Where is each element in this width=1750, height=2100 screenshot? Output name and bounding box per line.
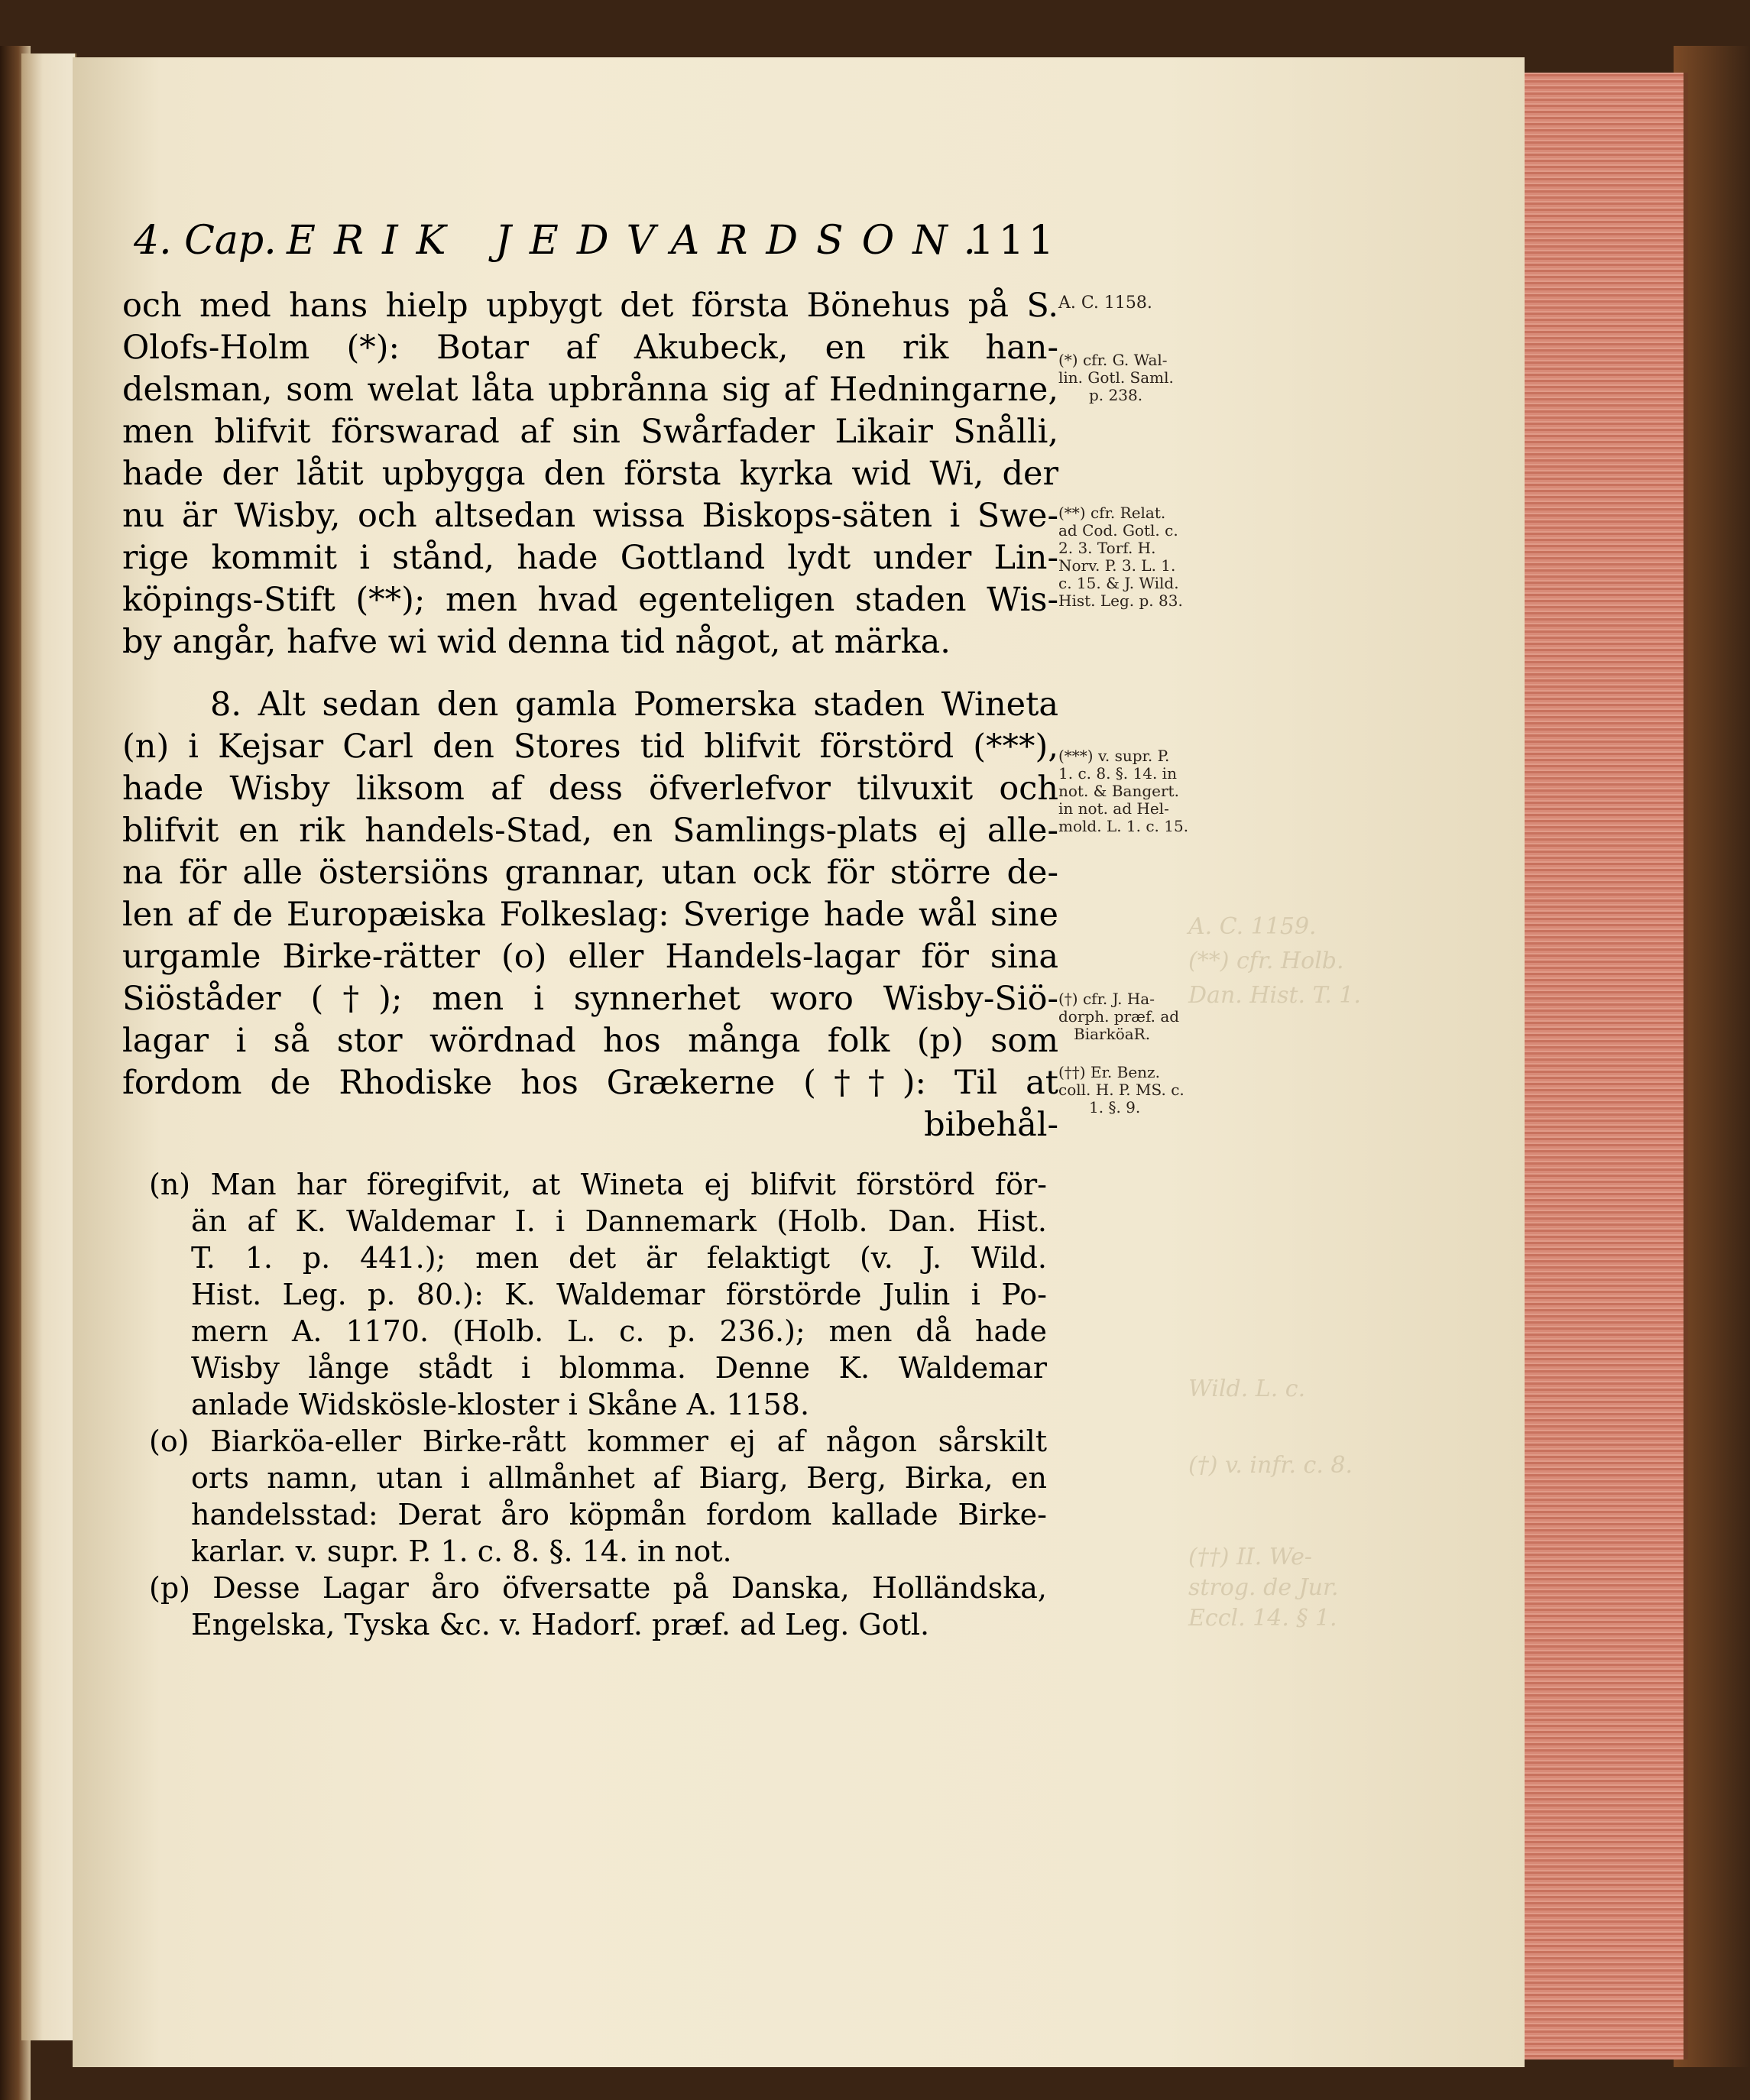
bleed-through-text: Wild. L. c. (1188, 1376, 1306, 1402)
text-line: delsman, som welat låta upbrånna sig af Hedningarne, (122, 371, 1058, 409)
footnote-line: mern A. 1170. (Holb. L. c. p. 236.); men då hade (191, 1314, 1047, 1348)
margin-note-line: c. 15. & J. Wild. (1058, 574, 1179, 592)
text-line: 8. Alt sedan den gamla Pomerska staden Wineta (210, 685, 1058, 724)
margin-note-line: A. C. 1158. (1058, 293, 1152, 313)
margin-note-line: BiarköaR. (1074, 1025, 1151, 1043)
text-line: lagar i så stor wördnad hos många folk (p) som (122, 1022, 1058, 1060)
margin-note-2 (1058, 504, 1234, 610)
footnotes (149, 1166, 1047, 1643)
margin-note-line: p. 238. (1089, 386, 1143, 404)
text-line: blifvit en rik handels-Stad, en Samlings-plats ej alle- (122, 812, 1058, 850)
margin-note-line: (†) cfr. J. Ha- (1058, 990, 1155, 1008)
margin-note-line: (***) v. supr. P. (1058, 747, 1170, 765)
margin-note-line: in not. ad Hel- (1058, 799, 1169, 818)
margin-note-line: lin. Gotl. Saml. (1058, 368, 1174, 387)
text-line: köpings-Stift (**); men hvad egenteligen staden Wis- (122, 581, 1058, 619)
margin-note-line: 2. 3. Torf. H. (1058, 539, 1156, 557)
text-line: hade der låtit upbygga den första kyrka wid Wi, der (122, 455, 1058, 493)
footnote-line: Wisby långe stådt i blomma. Denne K. Waldemar (191, 1351, 1047, 1385)
margin-note-line: ad Cod. Gotl. c. (1058, 521, 1178, 540)
margin-note-line: Hist. Leg. p. 83. (1058, 591, 1183, 610)
left-page-edge (21, 53, 76, 2040)
margin-note-1 (1058, 352, 1234, 404)
margin-note-5 (1058, 1064, 1234, 1116)
text-line: by angår, hafve wi wid denna tid något, at märka. (122, 623, 951, 661)
text-line: Olofs-Holm (*): Botar af Akubeck, en rik han- (122, 329, 1058, 367)
text-line: (n) i Kejsar Carl den Stores tid blifvit förstörd (***), (122, 728, 1058, 766)
paragraph-2 (122, 684, 1058, 1146)
running-title: ERIK JEDVARDSON. (287, 218, 994, 264)
bleed-through-text: Eccl. 14. § 1. (1188, 1605, 1337, 1632)
page-number: 111 (968, 218, 1058, 264)
footnote-line: (n) Man har föregifvit, at Wineta ej blifvit förstörd för- (149, 1168, 1047, 1201)
bleed-through-text: A. C. 1159. (1188, 913, 1317, 940)
footnote-line: anlade Widskösle-kloster i Skåne A. 1158. (191, 1388, 810, 1421)
book-cover-bottom (31, 2067, 1750, 2100)
text-line: len af de Europæiska Folkeslag: Sverige hade wål sine (122, 896, 1058, 934)
bleed-through-text: Dan. Hist. T. 1. (1188, 982, 1361, 1009)
footnote-line: Engelska, Tyska &c. v. Hadorf. præf. ad Leg. Gotl. (191, 1608, 930, 1641)
bleed-through-text: (†) v. infr. c. 8. (1188, 1452, 1353, 1479)
text-line: nu är Wisby, och altsedan wissa Biskops-säten i Swe- (122, 497, 1058, 535)
margin-note-3 (1058, 747, 1234, 835)
margin-note-line: mold. L. 1. c. 15. (1058, 817, 1189, 835)
footnote-line: karlar. v. supr. P. 1. c. 8. §. 14. in not. (191, 1534, 732, 1568)
footnote-line: T. 1. p. 441.); men det är felaktigt (v. J. Wild. (191, 1241, 1047, 1275)
page-fore-edge (1521, 73, 1688, 2059)
margin-note-line: coll. H. P. MS. c. (1058, 1081, 1184, 1099)
margin-note-line: 1. c. 8. §. 14. in (1058, 764, 1177, 783)
text-line: Siöståder (†); men i synnerhet woro Wisby-Siö- (122, 980, 1058, 1018)
text-line: och med hans hielp upbygt det första Bönehus på S. (122, 287, 1058, 325)
text-line: fordom de Rhodiske hos Grækerne (††): Til at (122, 1064, 1058, 1102)
margin-note-line: not. & Bangert. (1058, 782, 1179, 800)
catchword: bibehål- (924, 1106, 1058, 1144)
footnote-line: handelsstad: Derat åro köpmån fordom kallade Birke- (191, 1498, 1047, 1531)
footnote-line: (o) Biarköa-eller Birke-rått kommer ej af någon sårskilt (149, 1424, 1047, 1458)
footnote-line: orts namn, utan i allmånhet af Biarg, Berg, Birka, en (191, 1461, 1047, 1495)
bleed-through-text: (**) cfr. Holb. (1188, 948, 1344, 974)
text-line: hade Wisby liksom af dess öfverlefvor tilvuxit och (122, 770, 1058, 808)
chapter-label: 4. Cap. (134, 218, 277, 264)
bleed-through-text: (††) II. We- (1188, 1544, 1312, 1570)
margin-note-line: dorph. præf. ad (1058, 1007, 1180, 1026)
margin-note-line: (**) cfr. Relat. (1058, 504, 1166, 522)
running-header (134, 218, 1058, 264)
margin-note-line: Norv. P. 3. L. 1. (1058, 556, 1176, 575)
margin-note-4 (1058, 990, 1234, 1043)
paragraph-1 (122, 285, 1058, 663)
bleed-through-text: strog. de Jur. (1188, 1574, 1339, 1601)
text-line: men blifvit förswarad af sin Swårfader Likair Snålli, (122, 413, 1058, 451)
margin-note-line: 1. §. 9. (1089, 1098, 1141, 1116)
footnote-line: Hist. Leg. p. 80.): K. Waldemar förstörde Julin i Po- (191, 1278, 1047, 1311)
margin-note-line: (††) Er. Benz. (1058, 1063, 1160, 1081)
margin-note-date (1058, 294, 1234, 312)
footnote-line: än af K. Waldemar I. i Dannemark (Holb. Dan. Hist. (191, 1204, 1047, 1238)
footnote-line: (p) Desse Lagar åro öfversatte på Danska, Holländska, (149, 1571, 1047, 1605)
text-line: na för alle östersiöns grannar, utan ock för större de- (122, 854, 1058, 892)
text-line: rige kommit i stånd, hade Gottland lydt under Lin- (122, 539, 1058, 577)
text-line: urgamle Birke-rätter (o) eller Handels-lagar för sina (122, 938, 1058, 976)
margin-note-line: (*) cfr. G. Wal- (1058, 351, 1168, 369)
